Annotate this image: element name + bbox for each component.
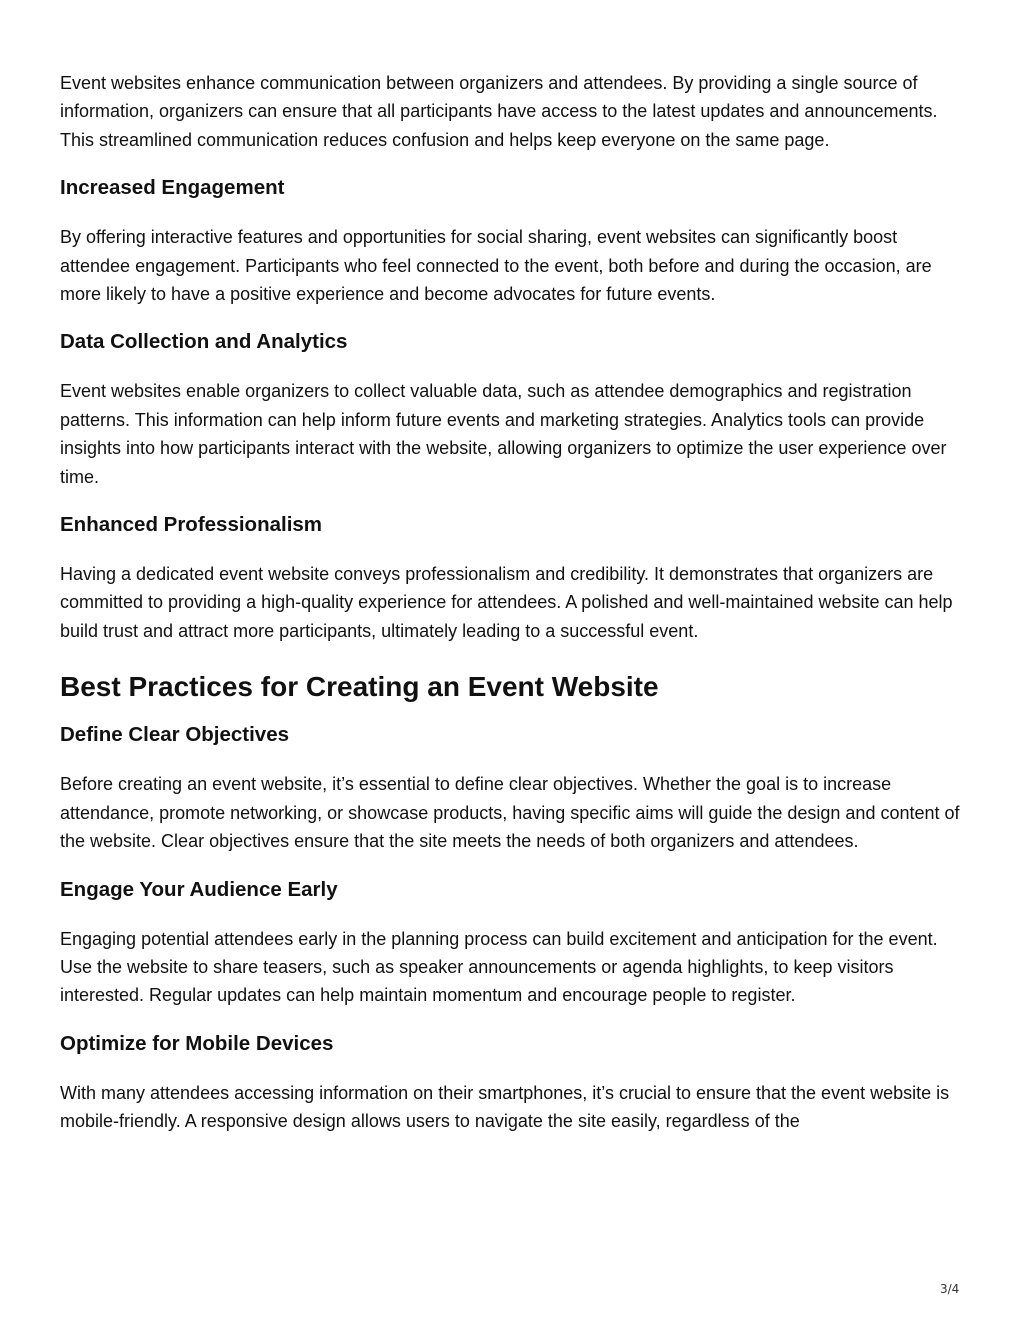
section-heading-increased-engagement: Increased Engagement xyxy=(60,176,285,200)
section-heading-data-collection: Data Collection and Analytics xyxy=(60,330,348,354)
section-paragraph-data-collection: Event websites enable organizers to collect valuable data, such as attendee demographics and registration patterns. This information can help inform future events and marketing strategies. Analytics tools can provide insights into how participants interact with the website, allowing organizers to optimize the user experience over time. xyxy=(60,381,947,487)
page-number: 3/4 xyxy=(940,1282,960,1296)
section-paragraph-enhanced-professionalism: Having a dedicated event website conveys professionalism and credibility. It demonstrates that organizers are committed to providing a high-quality experience for attendees. A polished and well-maintained website can help build trust and attract more participants, ultimately leading to a successful event. xyxy=(60,564,953,641)
section-paragraph-define-objectives: Before creating an event website, it’s essential to define clear objectives. Whether the goal is to increase attendance, promote networking, or showcase products, having specific aims will guide the design and content of the website. Clear objectives ensure that the site meets the needs of both organizers and attendees. xyxy=(60,774,960,852)
section-heading-enhanced-professionalism: Enhanced Professionalism xyxy=(60,513,323,537)
section-paragraph-optimize-mobile: With many attendees accessing information on their smartphones, it’s crucial to ensure that the event website is mobile-friendly. A responsive design allows users to navigate the site easily, regardless of the xyxy=(60,1082,950,1132)
section-paragraph-engage-audience: Engaging potential attendees early in the planning process can build excitement and anticipation for the event. Use the website to share teasers, such as speaker announcements or agenda highlights, to keep visitors interested. Regular updates can help maintain momentum and encourage people to register. xyxy=(60,928,938,1006)
section-heading-optimize-mobile: Optimize for Mobile Devices xyxy=(60,1031,334,1055)
document-page xyxy=(60,69,970,1136)
section-paragraph-increased-engagement: By offering interactive features and opportunities for social sharing, event websites can significantly boost attendee engagement. Participants who feel connected to the event, both before and during the occasion, are more likely to have a positive experience and become advocates for future events. xyxy=(60,227,932,305)
intro-paragraph: Event websites enhance communication between organizers and attendees. By providing a single source of information, organizers can ensure that all participants have access to the latest updates and announcements. This streamlined communication reduces confusion and helps keep everyone on the same page. xyxy=(60,73,938,150)
best-practices-title: Best Practices for Creating an Event Website xyxy=(60,671,659,703)
section-heading-engage-audience: Engage Your Audience Early xyxy=(60,877,338,901)
section-heading-define-objectives: Define Clear Objectives xyxy=(60,723,290,747)
